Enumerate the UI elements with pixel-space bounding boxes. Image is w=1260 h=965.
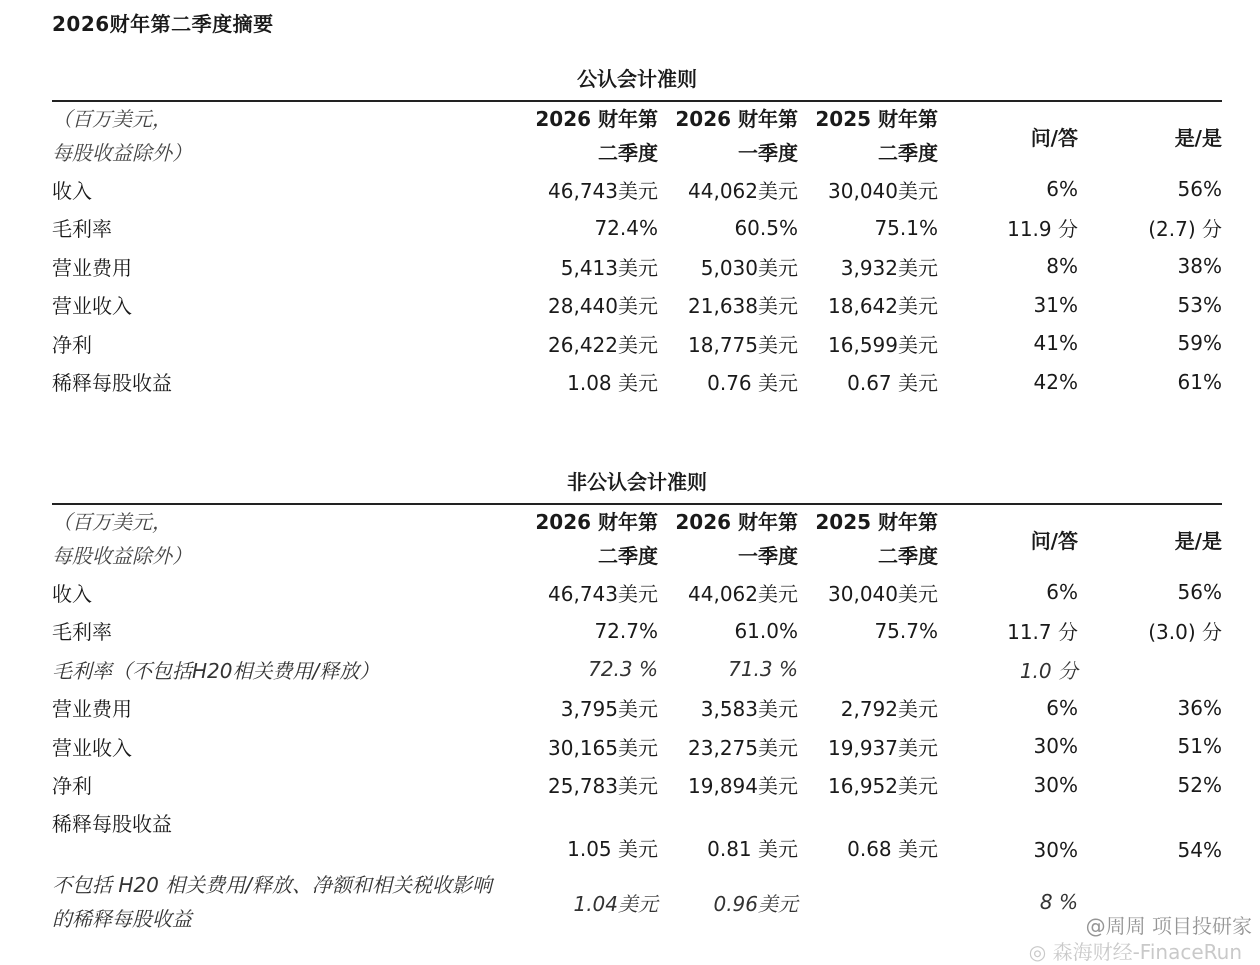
- cell: 23,275美元: [688, 735, 798, 760]
- cell: 3,795美元: [560, 697, 658, 722]
- cell: 21,638美元: [688, 294, 798, 319]
- cell: 16,952美元: [828, 774, 938, 799]
- table-row: [52, 727, 1222, 766]
- col-header-qoq: 问/答: [1030, 528, 1078, 553]
- table-row: [52, 864, 1222, 940]
- cell: 30,165美元: [548, 735, 658, 760]
- row-label: 毛利率: [52, 620, 112, 645]
- table-row: [52, 286, 1222, 325]
- cell: 51%: [1177, 734, 1222, 759]
- row-label: 营业收入: [52, 294, 132, 319]
- col-header-yoy: 是/是: [1174, 528, 1222, 553]
- cell: 60.5%: [734, 215, 798, 240]
- cell: 53%: [1177, 292, 1222, 317]
- row-label: 营业费用: [52, 697, 132, 722]
- nongaap-table: [52, 505, 1222, 940]
- cell: (3.0) 分: [1148, 620, 1222, 645]
- cell: 0.68 美元: [847, 837, 938, 861]
- col-header-fy25q2: 2025 财年第 二季度: [815, 510, 938, 568]
- gaap-section: [52, 64, 1222, 401]
- col-header-fy26q1: 2026 财年第 一季度: [675, 510, 798, 568]
- unit-label: （百万美元， 每股收益除外）: [52, 107, 192, 165]
- row-label: 收入: [52, 178, 92, 203]
- cell: 72.4%: [594, 215, 658, 240]
- cell: 30%: [1033, 772, 1078, 797]
- row-label: 稀释每股收益: [52, 371, 172, 396]
- cell: 31%: [1033, 292, 1078, 317]
- cell: 8 %: [1039, 890, 1078, 914]
- table-row: [52, 689, 1222, 728]
- col-header-fy26q2: 2026 财年第 二季度: [535, 510, 658, 568]
- cell: 25,783美元: [548, 774, 658, 799]
- cell: 5,030美元: [700, 255, 798, 280]
- cell: 72.7%: [594, 618, 658, 643]
- cell: 6%: [1046, 177, 1078, 202]
- cell: [1078, 650, 1222, 689]
- cell: 18,642美元: [828, 294, 938, 319]
- cell: 1.0 分: [1019, 658, 1078, 683]
- cell: 44,062美元: [688, 581, 798, 606]
- cell: 38%: [1177, 254, 1222, 279]
- row-label: 净利: [52, 332, 92, 357]
- unit-label: （百万美元， 每股收益除外）: [52, 510, 192, 568]
- watermark-secondary: ◎ 森海财经-FinaceRun: [1028, 940, 1242, 964]
- cell: 11.7 分: [1007, 620, 1078, 645]
- cell: 0.96美元: [713, 891, 798, 916]
- table-row: [52, 324, 1222, 363]
- row-label: 稀释每股收益: [52, 812, 172, 836]
- cell: 71.3 %: [728, 657, 798, 682]
- cell: 28,440美元: [548, 294, 658, 319]
- row-label: 营业收入: [52, 735, 132, 760]
- cell: 46,743美元: [548, 581, 658, 606]
- table-header-row: [52, 102, 1222, 170]
- cell: 30%: [1033, 734, 1078, 759]
- cell: 72.3 %: [588, 657, 658, 682]
- cell: 36%: [1177, 695, 1222, 720]
- table-row: [52, 766, 1222, 805]
- cell: (2.7) 分: [1148, 217, 1222, 242]
- cell: 61%: [1177, 369, 1222, 394]
- cell: 46,743美元: [548, 178, 658, 203]
- cell: 0.67 美元: [847, 371, 938, 396]
- table-header-row: [52, 505, 1222, 573]
- row-label: 毛利率: [52, 217, 112, 242]
- row-label: 毛利率（不包括H20相关费用/释放）: [52, 658, 380, 683]
- cell: 1.05 美元: [567, 837, 658, 861]
- cell: 52%: [1177, 772, 1222, 797]
- cell: 1.08 美元: [567, 371, 658, 396]
- cell: 0.76 美元: [707, 371, 798, 396]
- col-header-qoq: 问/答: [1030, 125, 1078, 150]
- cell: 44,062美元: [688, 178, 798, 203]
- cell: 0.81 美元: [707, 837, 798, 861]
- watermark: @周周 项目投研家: [1085, 914, 1252, 938]
- nongaap-section: [52, 467, 1222, 940]
- cell: 2,792美元: [840, 697, 938, 722]
- table-row: [52, 247, 1222, 286]
- table-row: [52, 209, 1222, 248]
- section-title-nongaap: 非公认会计准则: [567, 470, 707, 494]
- cell: 30,040美元: [828, 178, 938, 203]
- table-row: [52, 612, 1222, 651]
- cell: 75.7%: [874, 618, 938, 643]
- table-row: [52, 170, 1222, 209]
- table-row: [52, 573, 1222, 612]
- cell: 30,040美元: [828, 581, 938, 606]
- cell: [798, 864, 938, 940]
- cell: 6%: [1046, 695, 1078, 720]
- cell: 75.1%: [874, 215, 938, 240]
- cell: 19,894美元: [688, 774, 798, 799]
- cell: 5,413美元: [560, 255, 658, 280]
- row-label: 不包括 H20 相关费用/释放、净额和相关税收影响 的稀释每股收益: [52, 873, 492, 931]
- row-label: 净利: [52, 774, 92, 799]
- cell: 8%: [1046, 254, 1078, 279]
- cell: 26,422美元: [548, 332, 658, 357]
- cell: 6%: [1046, 580, 1078, 605]
- cell: 42%: [1033, 369, 1078, 394]
- cell: 18,775美元: [688, 332, 798, 357]
- row-label: 营业费用: [52, 255, 132, 280]
- cell: 61.0%: [734, 618, 798, 643]
- page-title: 2026财年第二季度摘要: [52, 12, 274, 36]
- cell: 30%: [1033, 838, 1078, 862]
- cell: 41%: [1033, 331, 1078, 356]
- cell: 56%: [1177, 177, 1222, 202]
- table-row: [52, 650, 1222, 689]
- cell: 59%: [1177, 331, 1222, 356]
- cell: 11.9 分: [1007, 217, 1078, 242]
- row-label: 收入: [52, 581, 92, 606]
- col-header-fy25q2: 2025 财年第 二季度: [815, 107, 938, 165]
- cell: 1.04美元: [573, 891, 658, 916]
- table-row: [52, 363, 1222, 402]
- section-title-gaap: 公认会计准则: [577, 67, 697, 91]
- cell: 56%: [1177, 580, 1222, 605]
- gaap-table: [52, 102, 1222, 401]
- cell: 19,937美元: [828, 735, 938, 760]
- col-header-yoy: 是/是: [1174, 125, 1222, 150]
- col-header-fy26q1: 2026 财年第 一季度: [675, 107, 798, 165]
- cell: 3,932美元: [840, 255, 938, 280]
- cell: 16,599美元: [828, 332, 938, 357]
- cell: [798, 650, 938, 689]
- table-row: [52, 804, 1222, 864]
- col-header-fy26q2: 2026 财年第 二季度: [535, 107, 658, 165]
- cell: 54%: [1177, 838, 1222, 862]
- cell: 3,583美元: [700, 697, 798, 722]
